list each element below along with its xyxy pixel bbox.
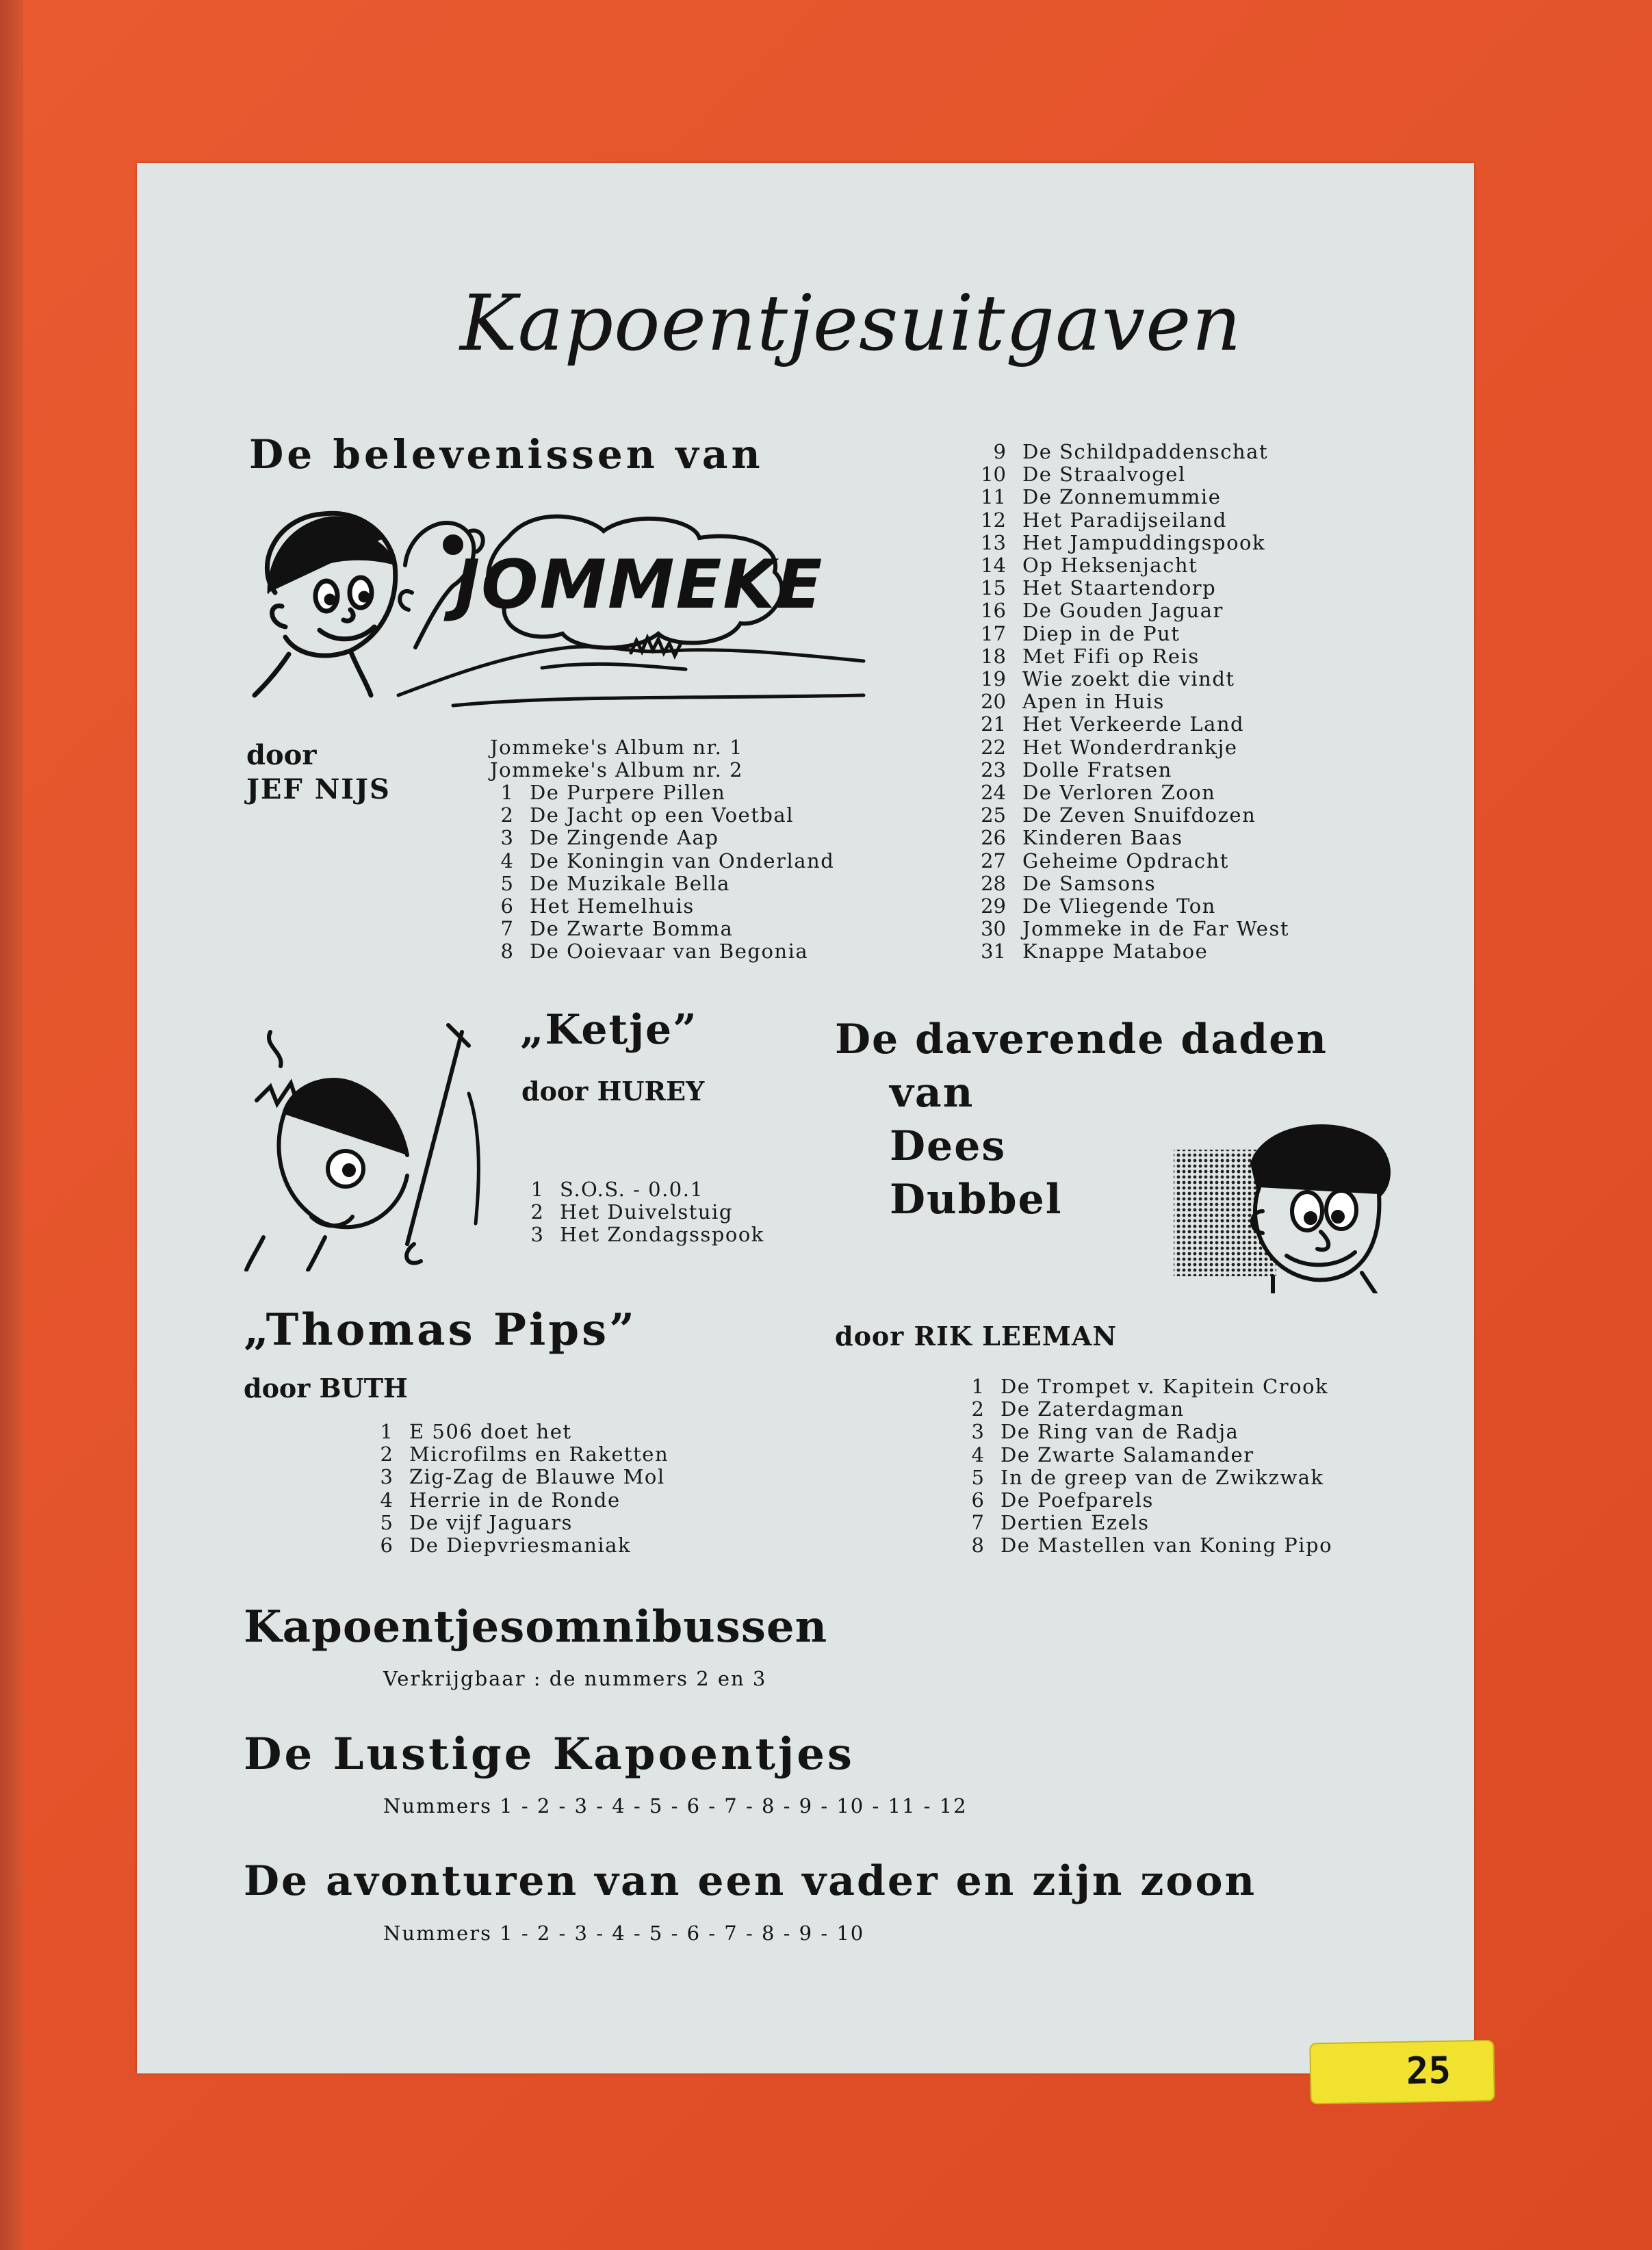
item-number: 15 <box>981 576 1006 600</box>
item-number: 4 <box>380 1488 393 1512</box>
item-title: De vijf Jaguars <box>409 1510 573 1534</box>
item-title: De Straalvogel <box>1022 463 1186 487</box>
dees-heading-line: van <box>890 1069 975 1117</box>
list-item <box>965 554 1289 577</box>
item-title: De Jacht op een Voetbal <box>530 803 794 827</box>
item-title: Dertien Ezels <box>1001 1511 1150 1535</box>
price-sticker <box>1309 2040 1495 2105</box>
omnibus-heading: Kapoentjesomnibussen <box>244 1601 828 1653</box>
item-title: Het Hemelhuis <box>530 894 695 918</box>
item-title: De Trompet v. Kapitein Crook <box>1001 1375 1329 1398</box>
list-item <box>965 532 1289 554</box>
list-item <box>961 1444 1332 1466</box>
list-item <box>961 1398 1332 1421</box>
item-number: 8 <box>500 940 513 964</box>
list-item <box>965 804 1289 827</box>
list-item <box>490 940 834 963</box>
item-number: 20 <box>981 690 1006 714</box>
item-title: De Ring van de Radja <box>1001 1420 1239 1444</box>
item-number: 1 <box>530 1178 543 1201</box>
item-number: 2 <box>530 1200 543 1224</box>
dees-list <box>961 1375 1332 1557</box>
item-title: Het Jampuddingspook <box>1022 530 1266 554</box>
item-number: 3 <box>530 1223 543 1247</box>
list-item <box>490 895 834 918</box>
item-number: 24 <box>981 781 1006 805</box>
list-item <box>370 1534 669 1557</box>
item-number: 29 <box>981 894 1006 918</box>
item-number: 6 <box>500 894 513 918</box>
jommeke-list-right <box>965 441 1289 964</box>
list-item <box>961 1534 1332 1557</box>
jommeke-heading: De belevenissen van <box>249 431 764 478</box>
list-item <box>370 1443 669 1466</box>
list-item <box>965 781 1289 804</box>
ketje-byline: door HUREY <box>521 1076 705 1107</box>
ketje-list <box>520 1178 764 1247</box>
list-item <box>961 1512 1332 1534</box>
item-number: 9 <box>993 440 1006 463</box>
list-item <box>490 759 743 781</box>
dees-illustration <box>1170 1109 1396 1293</box>
list-item <box>965 668 1289 690</box>
thomas-list <box>370 1421 669 1557</box>
item-title: Geheime Opdracht <box>1022 849 1229 872</box>
list-item <box>490 781 834 804</box>
list-item <box>490 804 834 827</box>
item-number: 5 <box>380 1510 393 1534</box>
list-item <box>370 1489 669 1512</box>
item-title: Dolle Fratsen <box>1022 758 1172 781</box>
item-number: 16 <box>981 599 1006 623</box>
item-number: 23 <box>981 758 1006 781</box>
list-item <box>490 918 834 940</box>
ketje-boy-drawing <box>246 1025 478 1270</box>
item-title: Wie zoekt die vindt <box>1022 667 1235 691</box>
item-title: Op Heksenjacht <box>1022 554 1198 578</box>
item-number: 21 <box>981 712 1006 736</box>
item-number: 7 <box>500 917 513 941</box>
item-title: Jommeke in de Far West <box>1022 917 1289 941</box>
thomas-byline: door BUTH <box>244 1373 408 1404</box>
item-title: Apen in Huis <box>1022 690 1165 714</box>
list-item <box>370 1466 669 1488</box>
list-item <box>490 736 743 759</box>
item-title: Het Paradijseiland <box>1022 508 1227 532</box>
item-number: 13 <box>981 530 1006 554</box>
item-number: 22 <box>981 735 1006 759</box>
list-item <box>965 441 1289 463</box>
item-title: Met Fifi op Reis <box>1022 644 1200 668</box>
jommeke-door-label: door <box>246 739 317 771</box>
item-title: De Zingende Aap <box>530 826 719 850</box>
item-number: 2 <box>380 1443 393 1466</box>
list-item <box>965 872 1289 895</box>
list-item <box>490 850 834 872</box>
list-item <box>961 1466 1332 1489</box>
list-item <box>965 895 1289 918</box>
lustige-text: Nummers 1 - 2 - 3 - 4 - 5 - 6 - 7 - 8 - 9 - 10 - 11 - 12 <box>383 1794 968 1818</box>
dees-byline: door RIK LEEMAN <box>835 1321 1118 1352</box>
thomas-heading: „Thomas Pips” <box>244 1304 637 1356</box>
avonturen-text: Nummers 1 - 2 - 3 - 4 - 5 - 6 - 7 - 8 - 9 - 10 <box>383 1922 865 1945</box>
item-title: De Zeven Snuifdozen <box>1022 803 1256 827</box>
item-number: 14 <box>981 554 1006 578</box>
avonturen-heading: De avonturen van een vader en zijn zoon <box>244 1857 1257 1905</box>
album-label: Jommeke's Album nr. 2 <box>490 758 743 782</box>
item-number: 12 <box>981 508 1006 532</box>
item-number: 18 <box>981 644 1006 668</box>
item-number: 5 <box>500 871 513 895</box>
item-number: 3 <box>500 826 513 850</box>
lustige-heading: De Lustige Kapoentjes <box>244 1729 855 1780</box>
item-title: De Purpere Pillen <box>530 781 726 804</box>
price-value: 25 <box>1406 2048 1451 2093</box>
list-item <box>965 577 1289 599</box>
list-item <box>965 827 1289 849</box>
list-item <box>965 918 1289 940</box>
item-title: Microfilms en Raketten <box>409 1443 669 1466</box>
item-number: 19 <box>981 667 1006 691</box>
ketje-illustration <box>243 1018 489 1271</box>
item-title: Het Duivelstuig <box>560 1200 733 1224</box>
item-number: 2 <box>971 1397 984 1421</box>
item-title: Het Wonderdrankje <box>1022 735 1238 759</box>
omnibus-text: Verkrijgbaar : de nummers 2 en 3 <box>383 1667 767 1690</box>
list-item <box>520 1178 764 1201</box>
list-item <box>520 1201 764 1224</box>
list-item <box>370 1512 669 1534</box>
item-number: 1 <box>500 781 513 804</box>
item-title: De Samsons <box>1022 871 1157 895</box>
jommeke-list-left <box>490 781 834 964</box>
item-number: 31 <box>981 940 1006 964</box>
item-title: Het Staartendorp <box>1022 576 1217 600</box>
list-item <box>965 509 1289 532</box>
item-title: Knappe Mataboe <box>1022 940 1209 964</box>
list-item <box>490 872 834 895</box>
page-title: Kapoentjesuitgaven <box>460 279 1242 368</box>
dees-heading-line: Dubbel <box>890 1176 1063 1224</box>
item-number: 6 <box>380 1534 393 1557</box>
item-title: De Zaterdagman <box>1001 1397 1185 1421</box>
album-label: Jommeke's Album nr. 1 <box>490 736 743 759</box>
item-title: Diep in de Put <box>1022 621 1180 645</box>
list-item <box>965 850 1289 872</box>
item-title: De Mastellen van Koning Pipo <box>1001 1534 1333 1557</box>
jommeke-albums <box>490 736 743 781</box>
item-title: E 506 doet het <box>409 1420 572 1443</box>
item-number: 1 <box>380 1420 393 1443</box>
item-title: De Muzikale Bella <box>530 871 730 895</box>
item-title: De Schildpaddenschat <box>1022 440 1269 463</box>
item-title: S.O.S. - 0.0.1 <box>560 1178 704 1201</box>
item-number: 7 <box>971 1511 984 1535</box>
list-item <box>370 1421 669 1443</box>
list-item <box>965 486 1289 508</box>
jommeke-author: JEF NIJS <box>246 773 391 805</box>
list-item <box>520 1224 764 1246</box>
item-number: 5 <box>971 1465 984 1489</box>
item-number: 25 <box>981 803 1006 827</box>
list-item <box>961 1421 1332 1443</box>
item-title: De Ooievaar van Begonia <box>530 940 809 964</box>
jommeke-boy-drawing <box>255 513 396 695</box>
item-number: 28 <box>981 871 1006 895</box>
item-title: Het Zondagsspook <box>560 1223 764 1247</box>
list-item <box>490 827 834 849</box>
list-item <box>965 736 1289 759</box>
item-number: 1 <box>971 1375 984 1398</box>
item-number: 27 <box>981 849 1006 872</box>
list-item <box>965 463 1289 486</box>
list-item <box>965 759 1289 781</box>
item-title: De Zwarte Bomma <box>530 917 734 941</box>
item-number: 6 <box>971 1488 984 1512</box>
item-title: In de greep van de Zwikzwak <box>1001 1465 1324 1489</box>
item-number: 10 <box>981 463 1006 487</box>
item-number: 3 <box>380 1465 393 1489</box>
item-title: Herrie in de Ronde <box>409 1488 621 1512</box>
list-item <box>965 623 1289 645</box>
dees-heading-line: De daverende daden <box>835 1016 1328 1063</box>
list-item <box>965 940 1289 963</box>
item-number: 4 <box>971 1443 984 1466</box>
item-number: 4 <box>500 849 513 872</box>
item-title: Het Verkeerde Land <box>1022 712 1245 736</box>
landscape-hills-drawing <box>398 638 864 706</box>
list-item <box>961 1489 1332 1512</box>
item-title: Kinderen Baas <box>1022 826 1183 850</box>
jommeke-logo-text: JOMMEKE <box>454 546 824 624</box>
dees-heading-line: Dees <box>890 1122 1007 1170</box>
jommeke-illustration <box>248 490 877 709</box>
list-item <box>965 690 1289 713</box>
item-title: De Zonnemummie <box>1022 485 1222 509</box>
list-item <box>965 645 1289 668</box>
list-item <box>961 1375 1332 1398</box>
item-title: De Vliegende Ton <box>1022 894 1216 918</box>
item-number: 30 <box>981 917 1006 941</box>
item-title: De Diepvriesmaniak <box>409 1534 632 1557</box>
item-number: 8 <box>971 1534 984 1557</box>
ketje-heading: „Ketje” <box>520 1006 698 1054</box>
item-title: De Zwarte Salamander <box>1001 1443 1254 1466</box>
item-title: De Koningin van Onderland <box>530 849 835 872</box>
item-number: 3 <box>971 1420 984 1444</box>
item-number: 17 <box>981 621 1006 645</box>
item-number: 26 <box>981 826 1006 850</box>
list-item <box>965 599 1289 622</box>
item-title: Zig-Zag de Blauwe Mol <box>409 1465 665 1489</box>
item-number: 11 <box>981 485 1006 509</box>
item-title: De Verloren Zoon <box>1022 781 1216 805</box>
item-title: De Poefparels <box>1001 1488 1154 1512</box>
list-item <box>965 713 1289 736</box>
item-title: De Gouden Jaguar <box>1022 599 1224 623</box>
item-number: 2 <box>500 803 513 827</box>
